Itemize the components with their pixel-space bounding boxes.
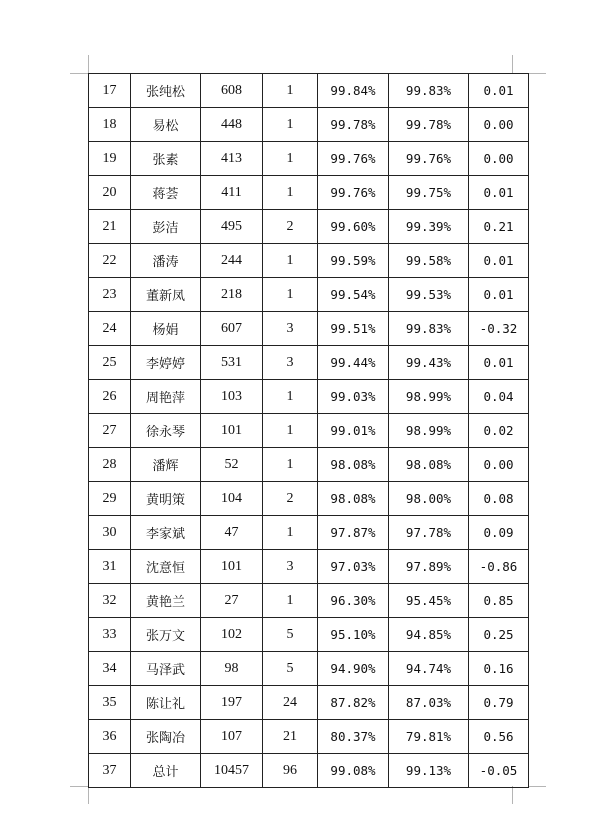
difference-cell: 0.00 [469, 142, 529, 176]
total-count-cell: 495 [201, 210, 263, 244]
item-count-cell: 5 [263, 652, 318, 686]
table-row [89, 346, 529, 380]
item-count-cell: 1 [263, 108, 318, 142]
row-index-cell: 36 [89, 720, 131, 754]
table-row [89, 142, 529, 176]
row-index-cell: 31 [89, 550, 131, 584]
difference-cell: 0.56 [469, 720, 529, 754]
rate-a-cell: 94.90% [318, 652, 389, 686]
row-index-cell: 26 [89, 380, 131, 414]
total-count-cell: 103 [201, 380, 263, 414]
person-name-cell: 潘辉 [131, 448, 201, 482]
row-index-cell: 27 [89, 414, 131, 448]
total-count-cell: 608 [201, 74, 263, 108]
item-count-cell: 1 [263, 74, 318, 108]
row-index-cell: 28 [89, 448, 131, 482]
rate-b-cell: 99.53% [389, 278, 469, 312]
total-count-cell: 52 [201, 448, 263, 482]
rate-b-cell: 98.99% [389, 380, 469, 414]
table-row [89, 618, 529, 652]
item-count-cell: 1 [263, 278, 318, 312]
item-count-cell: 3 [263, 312, 318, 346]
person-name-cell: 张素 [131, 142, 201, 176]
table-row [89, 74, 529, 108]
table-body [89, 74, 529, 788]
rate-a-cell: 80.37% [318, 720, 389, 754]
total-count-cell: 47 [201, 516, 263, 550]
crop-mark-bottom-left-v [88, 786, 89, 804]
difference-cell: 0.01 [469, 278, 529, 312]
person-name-cell: 易松 [131, 108, 201, 142]
person-name-cell: 周艳萍 [131, 380, 201, 414]
rate-b-cell: 97.89% [389, 550, 469, 584]
total-count-cell: 10457 [201, 754, 263, 788]
row-index-cell: 33 [89, 618, 131, 652]
difference-cell: 0.21 [469, 210, 529, 244]
row-index-cell: 20 [89, 176, 131, 210]
row-index-cell: 29 [89, 482, 131, 516]
rate-a-cell: 99.60% [318, 210, 389, 244]
row-index-cell: 35 [89, 686, 131, 720]
crop-mark-top-right-h [528, 73, 546, 74]
rate-b-cell: 99.43% [389, 346, 469, 380]
person-name-cell: 张陶冶 [131, 720, 201, 754]
table-row [89, 380, 529, 414]
difference-cell: 0.01 [469, 244, 529, 278]
item-count-cell: 3 [263, 550, 318, 584]
rate-a-cell: 87.82% [318, 686, 389, 720]
crop-mark-bottom-left-h [70, 786, 88, 787]
total-count-cell: 218 [201, 278, 263, 312]
person-name-cell: 彭洁 [131, 210, 201, 244]
total-count-cell: 101 [201, 550, 263, 584]
person-name-cell: 董新凤 [131, 278, 201, 312]
rate-a-cell: 99.76% [318, 176, 389, 210]
total-count-cell: 448 [201, 108, 263, 142]
difference-cell: 0.16 [469, 652, 529, 686]
rate-a-cell: 99.76% [318, 142, 389, 176]
row-index-cell: 32 [89, 584, 131, 618]
difference-cell: 0.25 [469, 618, 529, 652]
rate-b-cell: 99.75% [389, 176, 469, 210]
difference-cell: -0.32 [469, 312, 529, 346]
total-count-cell: 413 [201, 142, 263, 176]
total-count-cell: 107 [201, 720, 263, 754]
total-count-cell: 607 [201, 312, 263, 346]
crop-mark-top-left-v [88, 55, 89, 73]
rate-a-cell: 99.59% [318, 244, 389, 278]
row-index-cell: 22 [89, 244, 131, 278]
difference-cell: 0.04 [469, 380, 529, 414]
person-name-cell: 潘涛 [131, 244, 201, 278]
table-row [89, 312, 529, 346]
rate-b-cell: 97.78% [389, 516, 469, 550]
rate-b-cell: 99.78% [389, 108, 469, 142]
rate-a-cell: 97.03% [318, 550, 389, 584]
total-count-cell: 411 [201, 176, 263, 210]
row-index-cell: 18 [89, 108, 131, 142]
item-count-cell: 1 [263, 244, 318, 278]
rate-a-cell: 99.51% [318, 312, 389, 346]
item-count-cell: 24 [263, 686, 318, 720]
table-row [89, 686, 529, 720]
difference-cell: 0.85 [469, 584, 529, 618]
difference-cell: 0.09 [469, 516, 529, 550]
person-name-cell: 马泽武 [131, 652, 201, 686]
item-count-cell: 1 [263, 414, 318, 448]
item-count-cell: 2 [263, 482, 318, 516]
rate-b-cell: 99.58% [389, 244, 469, 278]
total-count-cell: 27 [201, 584, 263, 618]
difference-cell: -0.05 [469, 754, 529, 788]
row-index-cell: 17 [89, 74, 131, 108]
row-index-cell: 23 [89, 278, 131, 312]
rate-a-cell: 99.01% [318, 414, 389, 448]
table-row [89, 516, 529, 550]
person-name-cell: 沈意恒 [131, 550, 201, 584]
total-count-cell: 98 [201, 652, 263, 686]
difference-cell: 0.08 [469, 482, 529, 516]
row-index-cell: 21 [89, 210, 131, 244]
item-count-cell: 1 [263, 380, 318, 414]
row-index-cell: 25 [89, 346, 131, 380]
table-row [89, 550, 529, 584]
item-count-cell: 1 [263, 516, 318, 550]
rate-a-cell: 99.84% [318, 74, 389, 108]
rate-a-cell: 95.10% [318, 618, 389, 652]
rate-b-cell: 99.39% [389, 210, 469, 244]
row-index-cell: 30 [89, 516, 131, 550]
rate-b-cell: 99.13% [389, 754, 469, 788]
table-row [89, 754, 529, 788]
item-count-cell: 21 [263, 720, 318, 754]
table-row [89, 448, 529, 482]
rate-b-cell: 98.99% [389, 414, 469, 448]
table-row [89, 414, 529, 448]
rate-a-cell: 96.30% [318, 584, 389, 618]
total-count-cell: 531 [201, 346, 263, 380]
crop-mark-bottom-right-h [528, 786, 546, 787]
difference-cell: 0.01 [469, 346, 529, 380]
rate-b-cell: 99.83% [389, 74, 469, 108]
rate-a-cell: 99.08% [318, 754, 389, 788]
person-name-cell: 黄艳兰 [131, 584, 201, 618]
rate-b-cell: 94.85% [389, 618, 469, 652]
table-row [89, 108, 529, 142]
item-count-cell: 1 [263, 142, 318, 176]
item-count-cell: 1 [263, 176, 318, 210]
item-count-cell: 3 [263, 346, 318, 380]
total-count-cell: 102 [201, 618, 263, 652]
person-name-cell: 张纯松 [131, 74, 201, 108]
difference-cell: 0.79 [469, 686, 529, 720]
row-index-cell: 24 [89, 312, 131, 346]
rate-b-cell: 98.08% [389, 448, 469, 482]
rate-b-cell: 79.81% [389, 720, 469, 754]
person-name-cell: 徐永琴 [131, 414, 201, 448]
rate-b-cell: 99.76% [389, 142, 469, 176]
rate-a-cell: 99.03% [318, 380, 389, 414]
item-count-cell: 5 [263, 618, 318, 652]
table-row [89, 652, 529, 686]
difference-cell: 0.01 [469, 74, 529, 108]
rate-b-cell: 98.00% [389, 482, 469, 516]
person-name-cell: 杨娟 [131, 312, 201, 346]
total-count-cell: 197 [201, 686, 263, 720]
item-count-cell: 2 [263, 210, 318, 244]
rate-b-cell: 95.45% [389, 584, 469, 618]
crop-mark-top-left-h [70, 73, 88, 74]
rate-b-cell: 87.03% [389, 686, 469, 720]
total-count-cell: 244 [201, 244, 263, 278]
table-row [89, 584, 529, 618]
crop-mark-bottom-right-v [512, 786, 513, 804]
difference-cell: 0.00 [469, 108, 529, 142]
person-name-cell: 陈让礼 [131, 686, 201, 720]
item-count-cell: 1 [263, 448, 318, 482]
row-index-cell: 34 [89, 652, 131, 686]
table-row [89, 210, 529, 244]
difference-cell: 0.01 [469, 176, 529, 210]
total-count-cell: 104 [201, 482, 263, 516]
table-row [89, 176, 529, 210]
difference-cell: 0.02 [469, 414, 529, 448]
table-row [89, 482, 529, 516]
rate-a-cell: 99.54% [318, 278, 389, 312]
rate-a-cell: 98.08% [318, 482, 389, 516]
rate-b-cell: 94.74% [389, 652, 469, 686]
rate-b-cell: 99.83% [389, 312, 469, 346]
person-name-cell: 李家斌 [131, 516, 201, 550]
total-count-cell: 101 [201, 414, 263, 448]
difference-cell: -0.86 [469, 550, 529, 584]
person-name-cell: 总计 [131, 754, 201, 788]
rate-a-cell: 99.44% [318, 346, 389, 380]
table-row [89, 244, 529, 278]
item-count-cell: 96 [263, 754, 318, 788]
person-name-cell: 张万文 [131, 618, 201, 652]
person-name-cell: 蒋荟 [131, 176, 201, 210]
person-name-cell: 李婷婷 [131, 346, 201, 380]
item-count-cell: 1 [263, 584, 318, 618]
row-index-cell: 19 [89, 142, 131, 176]
row-index-cell: 37 [89, 754, 131, 788]
rate-a-cell: 98.08% [318, 448, 389, 482]
difference-cell: 0.00 [469, 448, 529, 482]
rate-a-cell: 99.78% [318, 108, 389, 142]
rate-a-cell: 97.87% [318, 516, 389, 550]
table-row [89, 278, 529, 312]
table-row [89, 720, 529, 754]
crop-mark-top-right-v [512, 55, 513, 73]
person-name-cell: 黄明策 [131, 482, 201, 516]
statistics-table [88, 73, 529, 788]
